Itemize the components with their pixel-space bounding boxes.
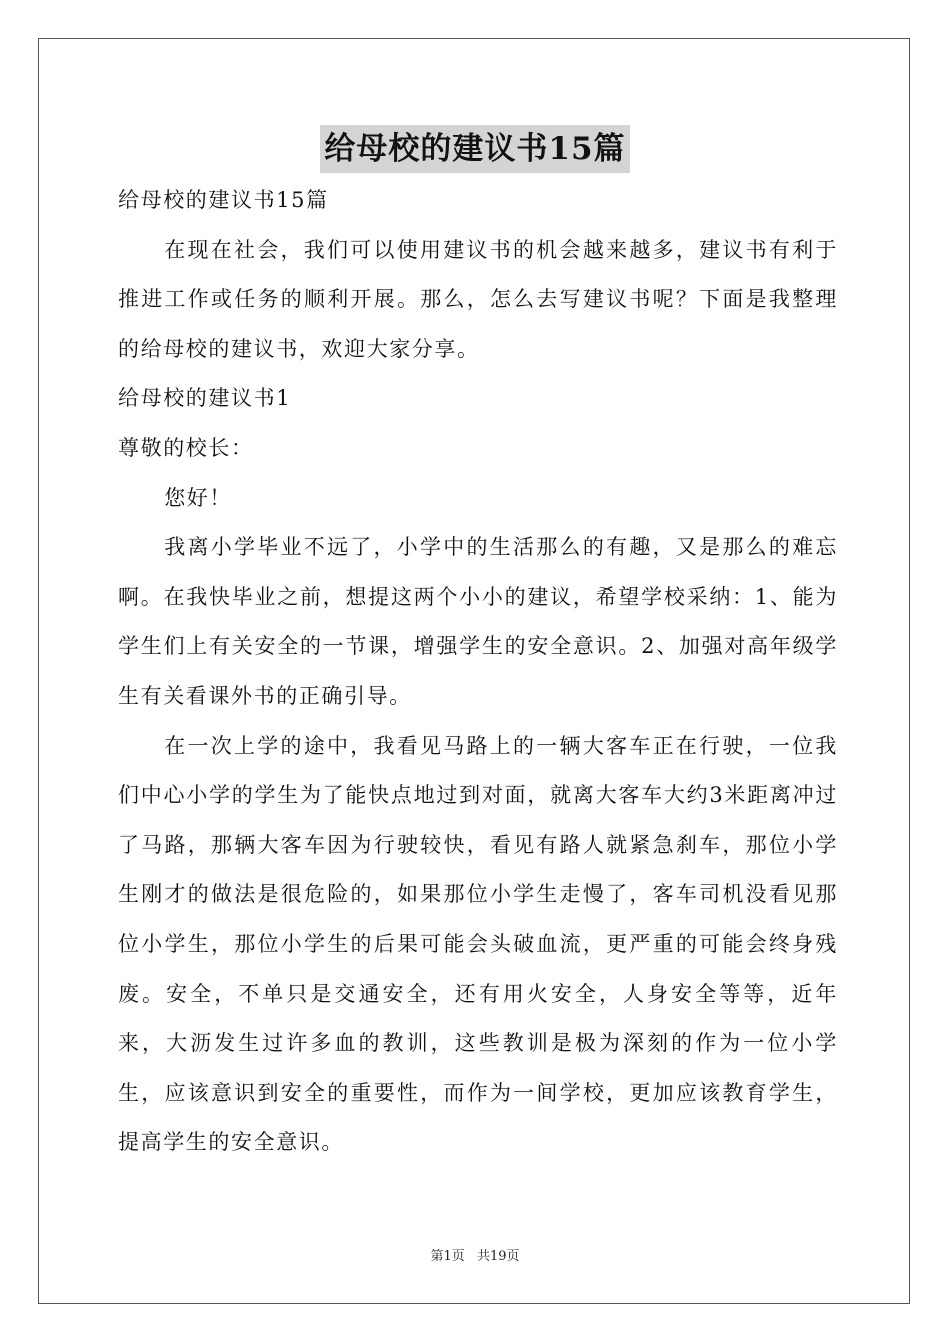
document-title: 给母校的建议书15篇 (320, 125, 629, 173)
title-container (0, 125, 950, 173)
salutation: 尊敬的校长： (118, 435, 254, 460)
section-heading: 给母校的建议书1 (118, 386, 292, 411)
intro-paragraph: 在现在社会，我们可以使用建议书的机会越来越多，建议书有利于推进工作或任务的顺利开展。那么，怎么去写建议书呢？下面是我整理的给母校的建议书，欢迎大家分享。 (118, 237, 838, 361)
page-number: 第1页 (430, 1249, 465, 1264)
page-total: 共19页 (476, 1249, 520, 1264)
body-paragraph: 在一次上学的途中，我看见马路上的一辆大客车正在行驶，一位我们中心小学的学生为了能快点地过到对面，就离大客车大约3米距离冲过了马路，那辆大客车因为行驶较快，看见有路人就紧急刹车，那位小学生刚才的做法是很危险的，如果那位小学生走慢了，客车司机没看见那位小学生，那位小学生的后果可能会头破血流，更严重的可能会终身残废。安全，不单只是交通安全，还有用火安全，人身安全等等，近年来，大沥发生过许多血的教训，这些教训是极为深刻的作为一位小学生，应该意识到安全的重要性，而作为一间学校，更加应该教育学生，提高学生的安全意识。 (118, 733, 838, 1155)
body-paragraph: 我离小学毕业不远了，小学中的生活那么的有趣，又是那么的难忘啊。在我快毕业之前，想提这两个小小的建议，希望学校采纳：1、能为学生们上有关安全的一节课，增强学生的安全意识。2、加强对高年级学生有关看课外书的正确引导。 (118, 535, 838, 708)
document-body (118, 176, 838, 1168)
greeting: 您好！ (164, 485, 232, 510)
subtitle-line: 给母校的建议书15篇 (118, 188, 329, 212)
page-footer (0, 1245, 950, 1264)
